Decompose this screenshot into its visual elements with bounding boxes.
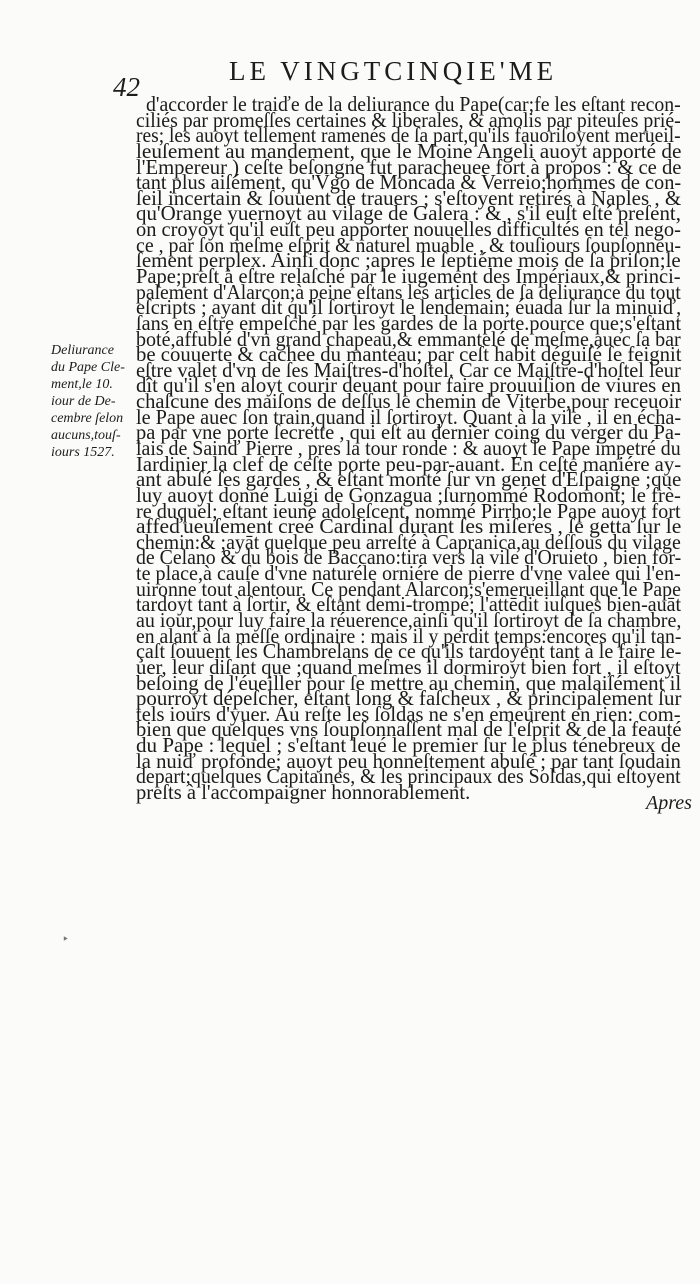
- text-line: le Pape auec ſon train,quand il ſortiroyt. Quant à la vile , il en écha-: [136, 406, 682, 429]
- text-line: luy auoyt donné Luigi de Gonzagua ;ſurnommé Rodomont; le frè-: [136, 484, 681, 507]
- margin-note-line: aucuns,touſ-: [51, 428, 121, 443]
- text-line: ciliés par promeſſes certaines & liberales, & amolis par piteuſes prié-: [136, 109, 681, 132]
- catchword: Apres: [646, 792, 692, 814]
- text-line: uironne tout alentour. Ce pendant Alarcon;s'emerueillant que le Pape: [136, 578, 681, 601]
- margin-note-line: cembre ſelon: [51, 411, 124, 426]
- text-line: beſoing de l'éueiller pour ſe mettre au chemin, que malaiſément il: [136, 672, 682, 695]
- text-line: leuſement au mandement, que le Moine Angeli auoyt apporté de: [136, 140, 682, 163]
- text-line: chemin:& ;ayāt quelque peu arreſté à Capranica,au deſſous du vilage: [136, 531, 681, 554]
- text-line: dît qu'il s'en aloyt courir deuant pour faire prouuiſion de viures en: [136, 375, 682, 398]
- text-line: tels iours d'yuer. Au reſte les ſoldas ne s'en emeurent en rien: com-: [136, 703, 681, 726]
- text-line: Iardinier la clef de ceſte porte peu-par-auant. En ceſte maniére ay-: [136, 453, 682, 476]
- text-line: pa par vne porte ſecrette , qui eſt au dernier coing du verger du Pa-: [136, 422, 681, 445]
- text-line: qu'Orange yuernoyt au vilage de Galera : & , s'il euſt eſté preſent,: [136, 203, 681, 226]
- text-line: boté,affublé d'vn grand chapeau,& emmantelé de meſme,auec ſa bar: [136, 328, 681, 351]
- margin-note: [51, 342, 131, 461]
- text-line: re duquel; eſtant ieune adoleſcent, nommé Pirrho;le Pape auoyt fort: [136, 500, 681, 523]
- text-line: palement d'Alarcon;à peine eſtans les articles de ſa deliurance du tout: [136, 281, 681, 304]
- text-line: d'accorder le traiďe de la deliurance du Pape(car;fe les eſtant recon-: [146, 94, 681, 116]
- text-line: tardoyt tant à ſortir, & eſtant demi-trompé; l'attēdit iuſques bien-auāt: [136, 594, 682, 617]
- text-line: ant abuſé ſes gardes , & eſtant monté ſur vn genet d'Eſpaigne ;que: [136, 469, 682, 492]
- page-number: 42: [113, 72, 140, 102]
- text-line: çaſt ſouuent ſes Chambrelans de ce qu'ils tardoyent tant à le faire le-: [136, 641, 682, 664]
- text-line: on croyoyt qu'il euſt peu apporter nouuelles difficultés en tel nego-: [136, 219, 681, 242]
- text-line: ſans en eſtre empeſché par les gardes de la porte.pource que;s'eſtant: [136, 312, 682, 335]
- text-line: uer, leur diſant que ;quand meſmes il dormiroyt bien fort , il eſtoyt: [136, 656, 681, 679]
- text-line: tant plus aiſément, qu'Vgo de Moncada & Verreio;hommes de con-: [136, 172, 682, 195]
- text-line: la nuiď profonde; auoyt peu honneſtement abuſé ; par tant ſoudain: [136, 750, 681, 773]
- text-line: ce , par ſon meſme eſprit & naturel muable , & touſiours ſoupſonneu-: [136, 234, 682, 257]
- margin-note-line: iour de De-: [51, 394, 116, 409]
- text-line: l'Empereur ) ceſte beſongne fut paracheuee fort à propos : & ce de: [136, 156, 682, 179]
- text-line: lais de Sainď Pierre , pres la tour ronde : & auoyt le Pape impetré du: [136, 438, 681, 460]
- text-line: depart;quelques Capitaines, & les principaux des Soldas,qui eſtoyent: [136, 766, 681, 789]
- text-line: chaſcune des maiſons de deſſus le chemin de Viterbe,pour receuoir: [136, 391, 682, 414]
- text-line: affeďueuſement creé Cardinal durant ſes miſeres , ſe getta ſur le: [136, 516, 682, 539]
- text-line: bien que quelques vns ſoupſonnaſſent mal de l'eſprit & de la feauté: [136, 719, 682, 742]
- text-line: Pape;preſt à eſtre relaſché par le iugement des Impériaux,& princi-: [136, 266, 681, 288]
- text-line: preſts à l'accompaigner honnorablement.: [136, 782, 471, 804]
- text-line: eſcripts ; ayant dit qu'il ſortiroyt le lendemain; éuada ſur la minuiď,: [136, 297, 682, 320]
- text-line: du Pape : lequel ; s'eſtant leué le premier ſur le plus ténebreux de: [136, 735, 681, 758]
- margin-note-line: ment,le 10.: [51, 377, 113, 392]
- margin-mark-icon: ‣: [62, 932, 70, 946]
- margin-note-line: du Pape Cle-: [51, 360, 125, 375]
- text-line: ſeil incertain & ſouuent de trauers ; s'eſtoyent retirés à Naples , &: [136, 187, 682, 210]
- text-line: res; les auoyt tellement ramenés de ſa part,qu'ils fauoriſoyent merueil-: [136, 125, 681, 148]
- text-line: pourroyt dépeſcher, eſtant long & faſcheux , & principalement ſur: [136, 688, 682, 711]
- text-line: eſtre valet d'vn de ſes Maiſtres-d'hoſtel. Car ce Maiſtre-d'hoſtel leur: [136, 359, 681, 382]
- running-head: LE VINGTCINQIE'ME: [229, 56, 558, 86]
- text-line: te place,à cauſe d'vne naturéle orniére de pierre d'vne valee qui l'en-: [136, 563, 681, 586]
- margin-note-line: Deliurance: [51, 343, 114, 358]
- text-line: be couuerte & cachee du manteau; par ceſt habit déguiſé ſe feignit: [136, 344, 682, 367]
- text-line: ſement perplex. Ainſi donc ;apres le ſeptiéme mois de ſa priſon;le: [136, 250, 681, 273]
- text-line: de Celano & du bois de Baccano:tira vers la vile d'Oruieto , bien for-: [136, 547, 682, 570]
- text-line: au iour,pour luy faire la réuerence,ainſi qu'il ſortiroyt de ſa chambre,: [136, 610, 682, 632]
- margin-note-line: iours 1527.: [51, 445, 115, 460]
- text-line: en alant à ſa meſſe ordinaire : mais il y perdit temps:encores qu'il tan-: [136, 625, 682, 648]
